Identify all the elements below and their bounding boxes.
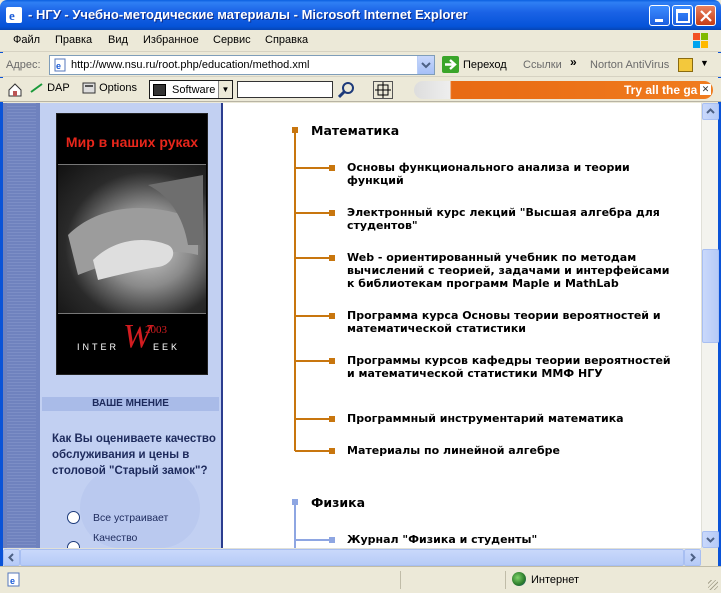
toolbar-search-input[interactable] (237, 81, 333, 98)
dap-arrow-icon (30, 82, 44, 94)
tree-branch (295, 315, 331, 317)
norton-antivirus-label[interactable]: Norton AntiVirus (590, 59, 670, 71)
poll-question: Как Вы оцениваете качество обслуживания и цены в столовой "Старый замок"? (52, 433, 216, 477)
search-icon[interactable] (338, 81, 356, 99)
home-icon[interactable] (7, 82, 23, 98)
options-icon (82, 82, 96, 94)
tree-branch (295, 212, 331, 214)
menu-edit[interactable]: Правка (55, 34, 93, 46)
decorative-stripe (3, 103, 40, 548)
banner-inter: INTER (77, 342, 119, 352)
resize-grip[interactable] (708, 580, 718, 590)
horizontal-scrollbar[interactable] (3, 548, 701, 565)
hands-photo (58, 164, 206, 314)
scroll-left-button[interactable] (3, 549, 20, 566)
ad-close-icon[interactable]: ✕ (701, 84, 710, 94)
go-label: Переход (463, 59, 507, 71)
tree-leaf (329, 448, 335, 454)
physics-link-journal[interactable]: Журнал "Физика и студенты" (347, 533, 538, 546)
links-label[interactable]: Ссылки (523, 59, 562, 71)
tree-leaf (329, 210, 335, 216)
options-button[interactable] (82, 82, 137, 94)
tree-trunk-math (294, 133, 296, 451)
horizontal-scroll-thumb[interactable] (20, 549, 684, 566)
tree-branch (295, 257, 331, 259)
main-content (225, 103, 681, 548)
tree-leaf (329, 416, 335, 422)
status-bar (0, 566, 721, 593)
address-url: http://www.nsu.ru/root.php/education/method.xml (71, 59, 310, 71)
svg-text:e: e (9, 8, 15, 23)
math-link-linear-algebra[interactable]: Материалы по линейной алгебре (347, 444, 560, 457)
math-link-higher-algebra[interactable]: Электронный курс лекций "Высшая алгебра для студентов" (347, 206, 660, 232)
scrollbar-corner (701, 548, 718, 565)
address-label: Адрес: (6, 59, 41, 71)
math-link-probability-course[interactable]: Программа курса Основы теории вероятностей и математической статистики (347, 309, 661, 335)
target-icon[interactable] (373, 81, 393, 99)
category-math[interactable]: Математика (311, 123, 400, 138)
tree-branch (295, 360, 331, 362)
tree-leaf (329, 313, 335, 319)
software-dropdown[interactable] (149, 80, 233, 99)
ad-banner[interactable] (414, 81, 713, 99)
software-dropdown-arrow[interactable]: ▼ (218, 81, 232, 98)
menu-tools[interactable]: Сервис (213, 34, 251, 46)
poll-radio-option-2[interactable] (67, 541, 80, 548)
minimize-button[interactable] (649, 5, 670, 26)
math-link-department-courses[interactable]: Программы курсов кафедры теории вероятностей и математической статистики ММФ НГУ (347, 354, 671, 380)
menu-favorites[interactable]: Избранное (143, 34, 199, 46)
norton-dropdown-icon[interactable]: ▼ (700, 58, 709, 68)
menu-bar (0, 30, 721, 52)
tree-leaf (329, 358, 335, 364)
dap-label: DAP (47, 82, 70, 94)
poll-option-label-1[interactable]: Все устраивает (93, 512, 169, 524)
page-viewport (3, 103, 701, 548)
maximize-icon (673, 6, 694, 27)
math-link-software-tools[interactable]: Программный инструментарий математика (347, 412, 624, 425)
math-link-web-textbook[interactable]: Web - ориентированный учебник по методам вычислений с теорией, задачами и интерфейсами к библиотекам программ Maple и MathLab (347, 251, 670, 290)
zone-label: Интернет (531, 574, 579, 586)
poll-radio-option-1[interactable] (67, 511, 80, 524)
chevron-right-icon (685, 550, 700, 565)
category-physics[interactable]: Физика (311, 495, 366, 510)
math-link-functional-analysis[interactable]: Основы функционального анализа и теории функций (347, 161, 630, 187)
ie-app-icon (6, 7, 22, 23)
tree-branch (295, 167, 331, 169)
vertical-scrollbar[interactable] (701, 103, 718, 548)
internet-zone-icon (512, 572, 526, 586)
banner-w: W (123, 318, 152, 355)
scroll-down-button[interactable] (702, 531, 719, 548)
banner-title: Мир в наших руках (65, 134, 199, 150)
interweek-banner[interactable] (56, 113, 208, 375)
links-chevron[interactable]: » (570, 55, 577, 69)
address-dropdown-button[interactable] (417, 56, 434, 74)
title-bar[interactable] (0, 0, 721, 30)
chevron-down-icon (418, 56, 434, 74)
page-icon (53, 58, 67, 72)
chevron-up-icon (703, 104, 718, 119)
banner-year: 2003 (145, 324, 167, 336)
opinion-header: ВАШЕ МНЕНИЕ (42, 397, 219, 411)
go-button[interactable] (440, 56, 520, 74)
chevron-down-icon (703, 532, 718, 547)
options-label: Options (99, 82, 137, 94)
svg-text:e: e (10, 576, 16, 586)
menu-help[interactable]: Справка (265, 34, 309, 46)
dap-button[interactable] (30, 82, 70, 94)
norton-icon[interactable] (678, 58, 693, 72)
windows-logo-icon (685, 31, 715, 51)
scroll-up-button[interactable] (702, 103, 719, 120)
tree-leaf (329, 537, 335, 543)
tree-branch (295, 450, 331, 452)
svg-text:e: e (56, 61, 62, 71)
tree-leaf (329, 165, 335, 171)
left-sidebar (40, 103, 223, 548)
software-icon (153, 84, 166, 96)
tree-branch (295, 539, 331, 541)
status-divider (400, 571, 401, 589)
banner-week: EEK (153, 342, 181, 352)
tree-trunk-physics (294, 505, 296, 548)
scroll-right-button[interactable] (684, 549, 701, 566)
maximize-button[interactable] (672, 5, 693, 26)
status-divider (505, 571, 506, 589)
minimize-icon (650, 6, 671, 27)
secondary-toolbar (0, 78, 721, 102)
go-arrow-icon (442, 56, 459, 73)
close-button[interactable] (695, 5, 716, 26)
poll-option-label-2[interactable]: Качество (93, 532, 138, 544)
address-bar (0, 53, 721, 77)
page-status-icon (6, 572, 21, 587)
tree-leaf (329, 255, 335, 261)
software-label: Software (172, 84, 216, 96)
chevron-left-icon (4, 550, 19, 565)
close-icon (696, 6, 717, 27)
ad-text: Try all the ga (624, 83, 698, 97)
menu-file[interactable]: Файл (13, 34, 41, 46)
window-title: - НГУ - Учебно-методические материалы - Microsoft Internet Explorer (28, 7, 468, 22)
address-input[interactable] (49, 55, 435, 75)
menu-view[interactable]: Вид (108, 34, 128, 46)
vertical-scroll-thumb[interactable] (702, 249, 719, 343)
tree-branch (295, 418, 331, 420)
